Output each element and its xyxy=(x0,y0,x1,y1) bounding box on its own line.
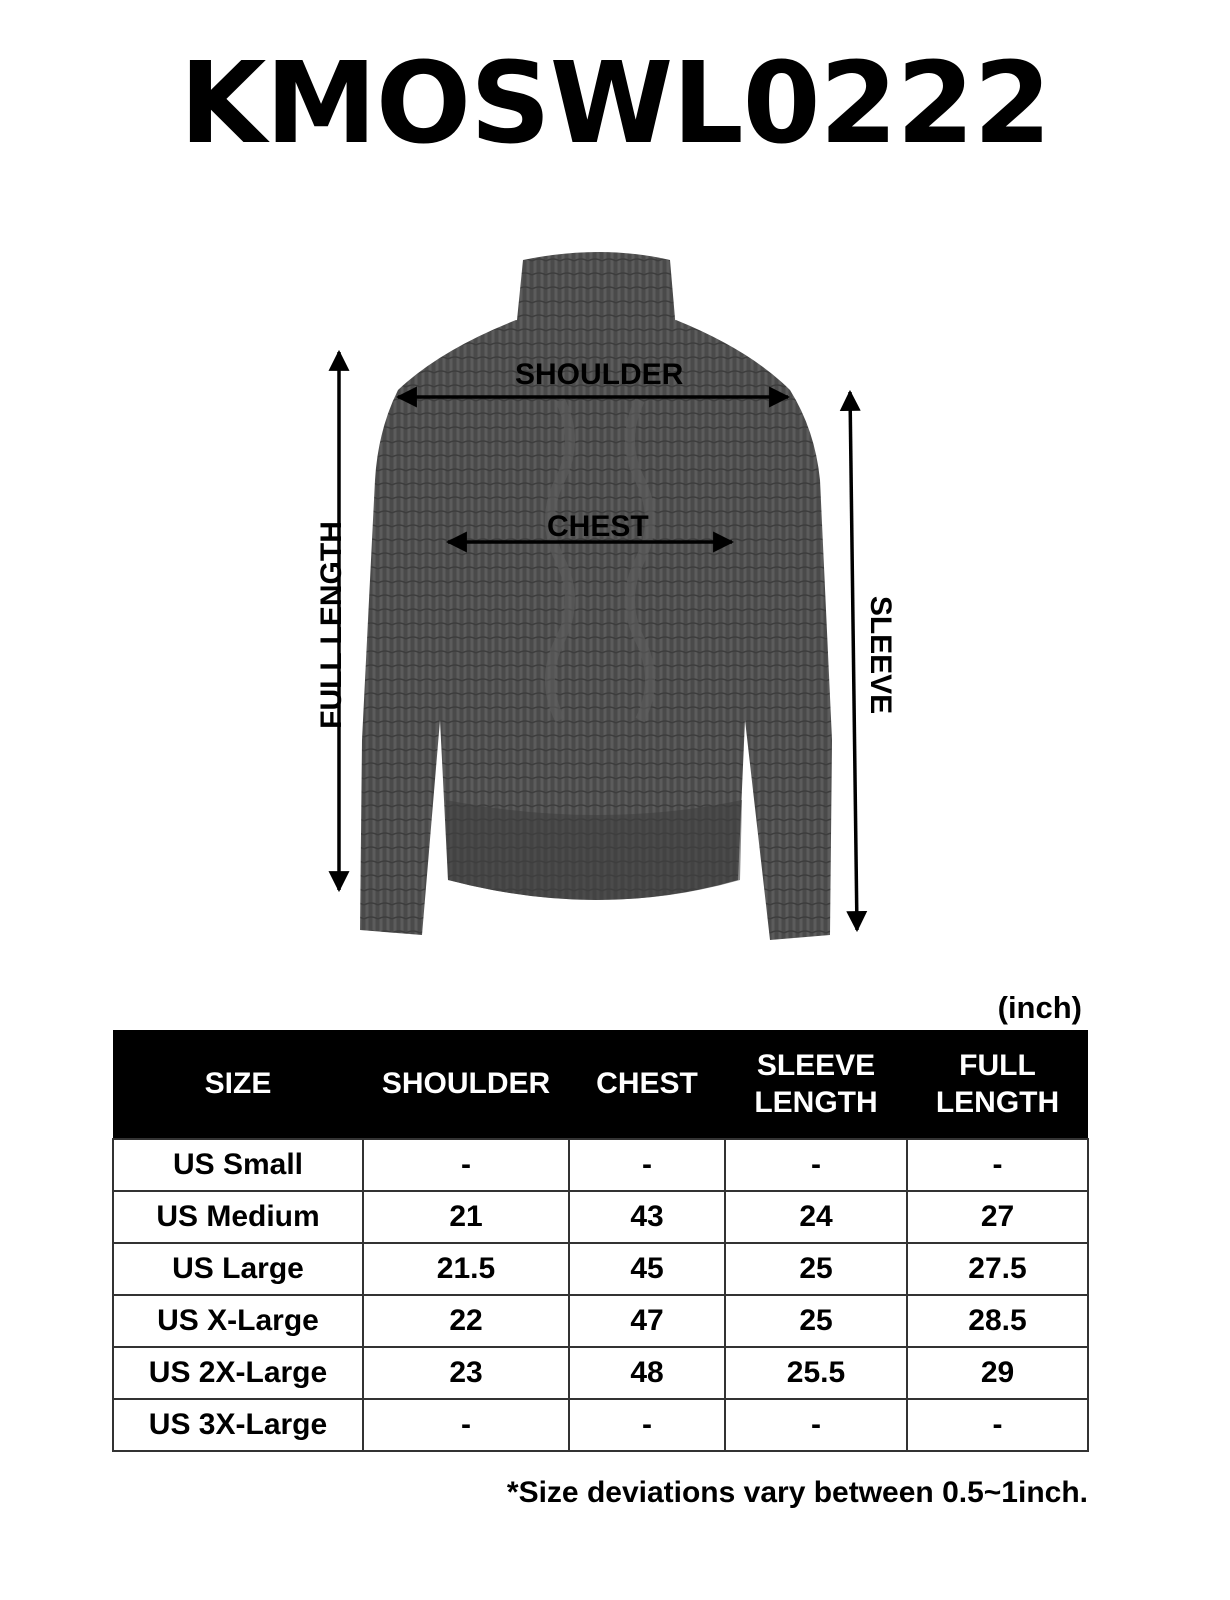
cell-sleeve-length: 25.5 xyxy=(725,1347,907,1399)
sweater-illustration xyxy=(280,240,920,960)
cell-size: US 3X-Large xyxy=(113,1399,363,1451)
table-row xyxy=(113,1295,1088,1347)
cell-sleeve-length: - xyxy=(725,1139,907,1191)
cell-full-length: 27.5 xyxy=(907,1243,1088,1295)
unit-label: (inch) xyxy=(997,990,1082,1025)
cell-shoulder: 21 xyxy=(363,1191,569,1243)
cell-chest: 43 xyxy=(569,1191,725,1243)
header-sleeve-length: SLEEVE LENGTH xyxy=(725,1030,907,1139)
table-row xyxy=(113,1243,1088,1295)
cell-shoulder: - xyxy=(363,1399,569,1451)
cell-full-length: - xyxy=(907,1399,1088,1451)
cell-full-length: 29 xyxy=(907,1347,1088,1399)
cell-shoulder: 23 xyxy=(363,1347,569,1399)
size-deviation-note: *Size deviations vary between 0.5~1inch. xyxy=(506,1476,1088,1509)
size-chart-table xyxy=(112,1030,1089,1452)
sweater-hem xyxy=(446,800,742,900)
cell-size: US 2X-Large xyxy=(113,1347,363,1399)
cell-size: US Medium xyxy=(113,1191,363,1243)
cell-chest: 48 xyxy=(569,1347,725,1399)
cell-sleeve-length: 25 xyxy=(725,1295,907,1347)
cell-shoulder: - xyxy=(363,1139,569,1191)
table-row xyxy=(113,1191,1088,1243)
cell-sleeve-length: 25 xyxy=(725,1243,907,1295)
cell-shoulder: 22 xyxy=(363,1295,569,1347)
cell-chest: - xyxy=(569,1139,725,1191)
header-chest: CHEST xyxy=(569,1030,725,1139)
sleeve-label: SLEEVE xyxy=(864,595,897,715)
product-code-title: KMOSWL0222 xyxy=(179,39,1051,169)
cell-full-length: 27 xyxy=(907,1191,1088,1243)
cell-full-length: 28.5 xyxy=(907,1295,1088,1347)
table-header-row xyxy=(113,1030,1088,1139)
header-size: SIZE xyxy=(113,1030,363,1139)
table-row xyxy=(113,1399,1088,1451)
cell-shoulder: 21.5 xyxy=(363,1243,569,1295)
header-shoulder: SHOULDER xyxy=(363,1030,569,1139)
chest-label: CHEST xyxy=(547,510,649,543)
cell-full-length: - xyxy=(907,1139,1088,1191)
cell-sleeve-length: - xyxy=(725,1399,907,1451)
header-full-length: FULL LENGTH xyxy=(907,1030,1088,1139)
cell-size: US Small xyxy=(113,1139,363,1191)
cell-size: US X-Large xyxy=(113,1295,363,1347)
sweater-measurement-diagram xyxy=(280,240,920,960)
sleeve-arrow xyxy=(850,392,857,930)
shoulder-label: SHOULDER xyxy=(515,358,684,391)
cell-chest: 45 xyxy=(569,1243,725,1295)
table-row xyxy=(113,1347,1088,1399)
cell-sleeve-length: 24 xyxy=(725,1191,907,1243)
full-length-label: FULL LENGTH xyxy=(315,521,348,729)
table-row xyxy=(113,1139,1088,1191)
cell-size: US Large xyxy=(113,1243,363,1295)
cell-chest: 47 xyxy=(569,1295,725,1347)
cell-chest: - xyxy=(569,1399,725,1451)
